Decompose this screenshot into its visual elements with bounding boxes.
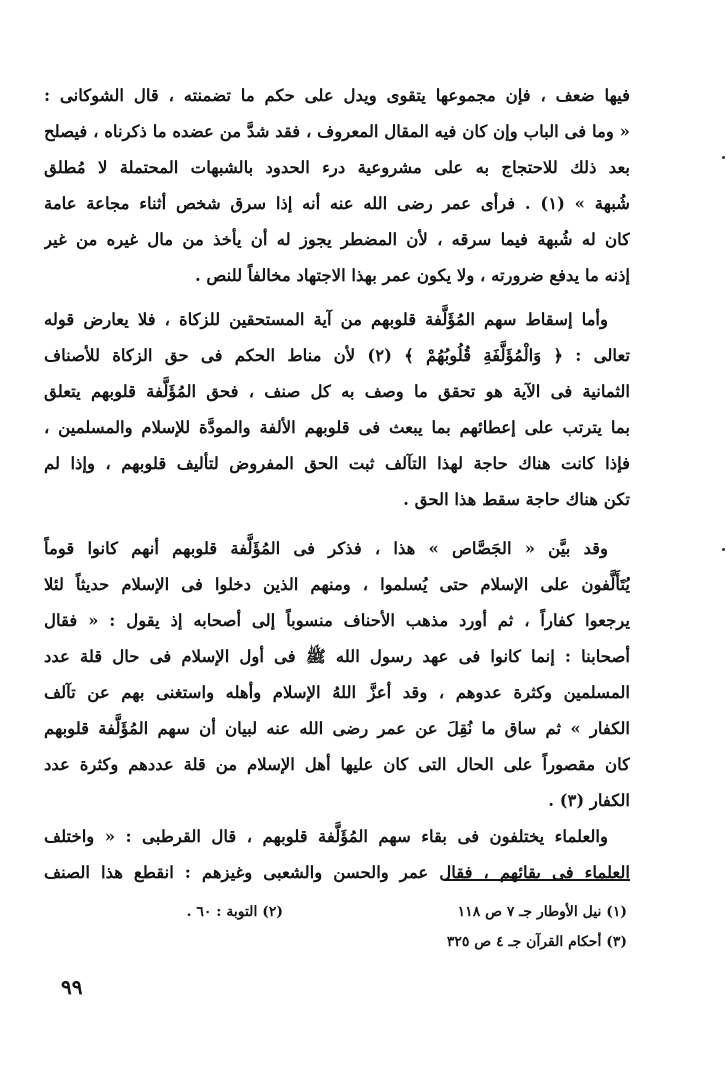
text-line: تكن هناك حاجة سقط هذا الحق . (403, 490, 630, 509)
paragraph-3 (44, 531, 630, 819)
text-line: يرجعوا كفاراً ، ثم أورد مذهب الأحناف منسوباً إلى أصحابه إذ يقول : « فقال (44, 611, 630, 630)
text-line: الثمانية فى الآية هو تحقق ما وصف به كل صنف ، فحق المُؤَلَّفة قلوبهم يتعلق (44, 382, 630, 401)
text-line: بعد ذلك للاحتجاج به على مشروعية درء الحدود بالشبهات المحتملة لا مُطلق (44, 158, 630, 177)
text-line: كان مقصوراً على الحال التى كان عليها أهل الإسلام من قلة عددهم وكثرة عدد (44, 755, 630, 774)
paragraph-gap (44, 518, 630, 531)
text-line: فيها ضعف ، فإن مجموعها يتقوى ويدل على حكم ما تضمنته ، قال الشوكانى : (44, 86, 630, 105)
text-line: تعالى : ﴿ وَالْمُؤَلَّفَةِ قُلُوبُهُمْ ﴾ (٢) لأن مناط الحكم فى حق الزكاة للأصناف (44, 346, 630, 365)
text-line: يُتَأَلَّفون على الإسلام حتى يُسلموا ، ومنهم الذين دخلوا فى الإسلام حديثاً لئلا (44, 575, 630, 594)
paragraph-1 (44, 78, 630, 294)
body-text (44, 78, 630, 891)
footnote-divider (444, 879, 630, 881)
page-number: ٩٩ (61, 975, 83, 999)
text-line: الكفار (٣) . (548, 791, 630, 810)
text-line: المسلمين وكثرة عدوهم ، وقد أعزَّ اللهُ الإسلام وأهله واستغنى بهم عن تآلف (44, 683, 630, 702)
text-line: وقد بيَّن « الجَصَّاص » هذا ، فذكر فى المُؤَلَّفة قلوبهم أنهم كانوا قوماً (44, 539, 608, 558)
text-line: فإذا كانت هناك حاجة لهذا التآلف ثبت الحق المفروض لتأليف قلوبهم ، وإذا لم (44, 454, 630, 473)
footnote-3: (٣) أحكام القرآن جـ ٤ ص ٣٢٥ (446, 934, 627, 950)
text-line: شُبهة » (١) . فرأى عمر رضى الله عنه أنه إذا سرق شخص أثناء مجاعة عامة (44, 194, 630, 213)
text-line: الكفار » ثم ساق ما نُقِلَ عن عمر رضى الله عنه لبيان أن سهم المُؤَلَّفة قلوبهم (44, 719, 630, 738)
text-line: أصحابنا : إنما كانوا فى عهد رسول الله ﷺ فى أول الإسلام فى حال قلة عدد (44, 647, 630, 666)
paragraph-gap (44, 294, 630, 302)
text-line: والعلماء يختلفون فى بقاء سهم المُؤَلَّفة قلوبهم ، قال القرطبى : « واختلف (44, 827, 608, 846)
text-line: وأما إسقاط سهم المُؤَلَّفة قلوبهم من آية المستحقين للزكاة ، فلا يعارض قوله (44, 310, 608, 329)
margin-mark (722, 548, 725, 551)
text-line: إذنه ما يدفع ضرورته ، ولا يكون عمر بهذا الاجتهاد مخالفاً للنص . (194, 266, 630, 285)
text-line: بما يترتب على إعطائهم بما يبعث فى قلوبهم الألفة والمودَّة للإسلام والمسلمين ، (44, 418, 630, 437)
text-line: كان له شُبهة فيما سرقه ، لأن المضطر يجوز له أن يأخذ من مال غيره من غير (44, 230, 630, 249)
text-line: العلماء فى بقائهم ، فقال عمر والحسن والشعبى وغيزهم : انقطع هذا الصنف (44, 863, 630, 882)
margin-mark (722, 156, 725, 159)
text-line: « وما فى الباب وإن كان فيه المقال المعروف ، فقد شدَّ من عضده ما ذكرناه ، فيصلح (44, 122, 630, 141)
footnote-1: (١) نيل الأوطار جـ ٧ ص ١١٨ (457, 904, 627, 920)
paragraph-2 (44, 302, 630, 518)
footnote-2: (٢) التوبة : ٦٠ . (186, 904, 283, 920)
